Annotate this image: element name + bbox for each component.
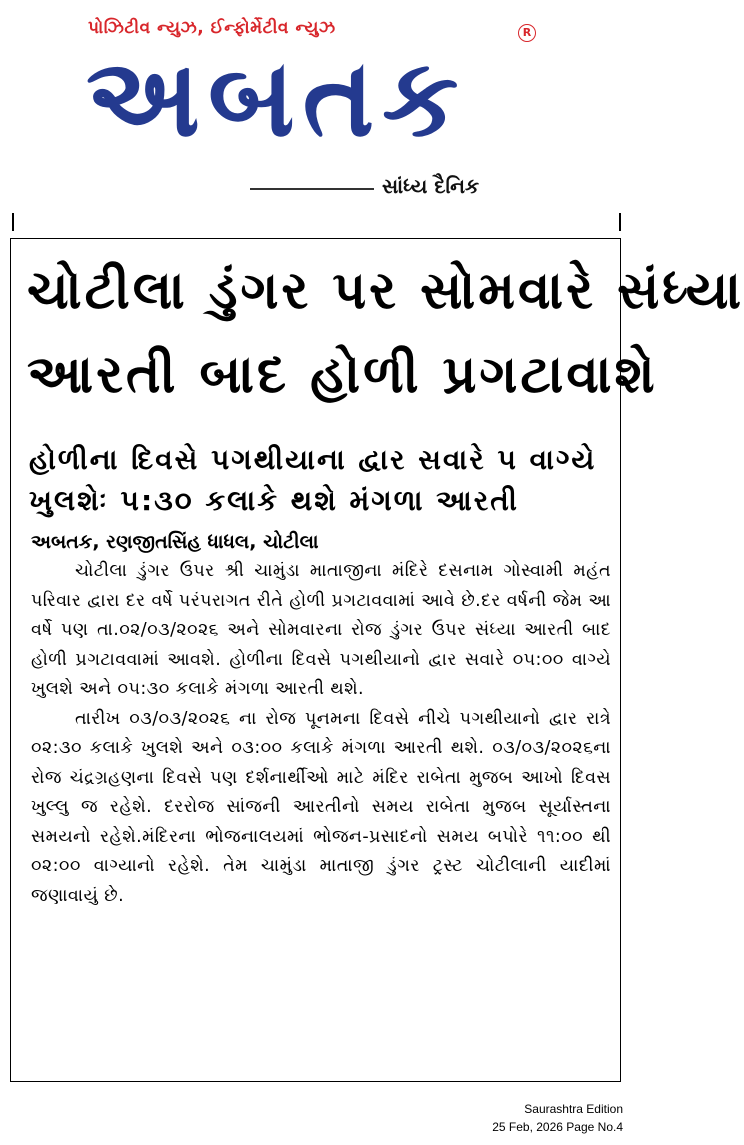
crop-mark-left	[12, 213, 14, 231]
subheadline-line-1: હોળીના દિવસે પગથીયાના દ્વાર સવારે ૫ વાગ્યે	[29, 443, 597, 476]
masthead	[0, 0, 633, 210]
article-body	[31, 557, 611, 911]
edition-label: Saurashtra Edition	[524, 1102, 623, 1116]
byline: અબતક, રણજીતસિંહ ધાધલ, ચોટીલા	[31, 531, 319, 553]
headline-line-2: આરતી બાદ હોળી પ્રગટાવાશે	[27, 345, 658, 405]
article-paragraph-1: ચોટીલા ડુંગર ઉપર શ્રી ચામુંડા માતાજીના મંદિરે દસનામ ગોસ્વામી મહંત પરિવાર દ્વારા દર વર્ષે પરંપરાગત રીતે હોળી પ્રગટાવવામાં આવે છે.દર વર્ષની જેમ આ વર્ષે પણ તા.૦૨/૦૩/૨૦૨૬ અને સોમવારના રોજ ડુંગર ઉપર સંધ્યા આરતી બાદ હોળી પ્રગટાવવામાં આવશે. હોળીના દિવસે પગથીયાનો દ્વાર સવારે ૦૫:૦૦ વાગ્યે ખુલશે અને ૦૫:૩૦ કલાકે મંગળા આરતી થશે.	[31, 561, 611, 699]
subheadline-line-2: ખુલશેઃ ૫:૩૦ કલાકે થશે મંગળા આરતી	[29, 484, 519, 517]
crop-mark-right	[619, 213, 621, 231]
article-paragraph-2: તારીખ ૦૩/૦૩/૨૦૨૬ ના રોજ પૂનમના દિવસે નીચે પગથીયાનો દ્વાર રાત્રે ૦૨:૩૦ કલાકે ખુલશે અને ૦૩:૦૦ કલાકે મંગળા આરતી થશે. ૦૩/૦૩/૨૦૨૬ના રોજ ચંદ્રગ્રહણના દિવસે પણ દર્શનાર્થીઓ માટે મંદિર રાબેતા મુજબ આખો દિવસ ખુલ્લુ જ રહેશે. દરરોજ સાંજની આરતીનો સમય રાબેતા મુજબ સૂર્યાસ્તના સમયનો રહેશે.મંદિરના ભોજનાલયમાં ભોજન-પ્રસાદનો સમય બપોરે ૧૧:૦૦ થી ૦૨:૦૦ વાગ્યાનો રહેશે. તેમ ચામુંડા માતાજી ડુંગર ટ્રસ્ટ ચોટીલાની યાદીમાં જણાવાયું છે.	[31, 708, 611, 906]
page-footer	[492, 1100, 623, 1136]
article-box	[10, 238, 744, 1082]
subtitle-rule	[250, 188, 374, 190]
date-page-label: 25 Feb, 2026 Page No.4	[492, 1120, 623, 1134]
masthead-subtitle: સાંધ્ય દૈનિક	[382, 174, 480, 198]
masthead-tagline: પોઝિટીવ ન્યુઝ, ઈન્ફોર્મેટીવ ન્યુઝ	[88, 18, 336, 38]
registered-mark-icon: R	[518, 24, 536, 42]
headline-line-1: ચોટીલા ડુંગર પર સોમવારે સંધ્યા	[27, 261, 744, 321]
newspaper-logo: અબતક	[86, 36, 467, 161]
subheadline	[29, 439, 607, 521]
headline	[27, 249, 744, 417]
